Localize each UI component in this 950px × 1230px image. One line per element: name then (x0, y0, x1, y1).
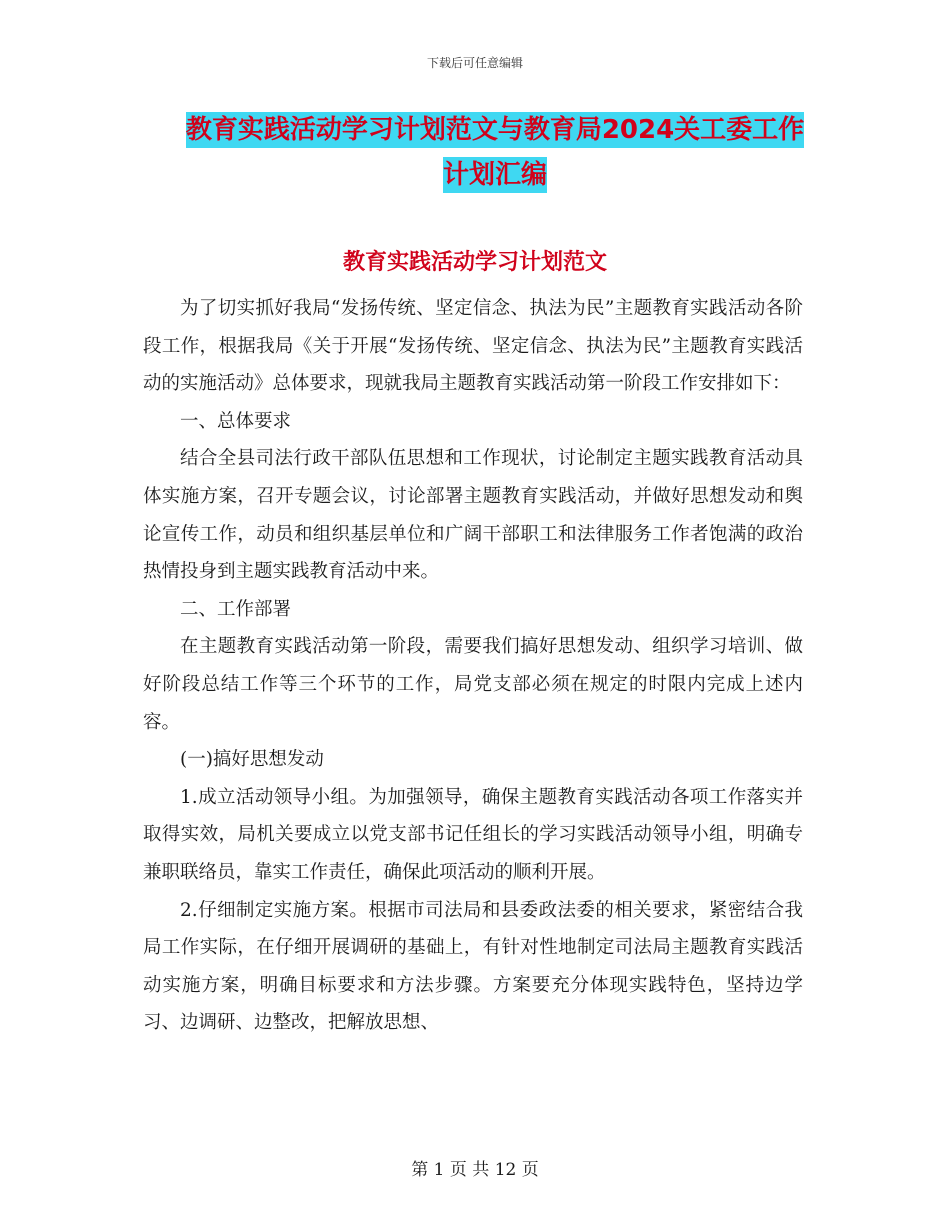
document-body (143, 290, 803, 1042)
paragraph: 为了切实抓好我局“发扬传统、坚定信念、执法为民”主题教育实践活动各阶段工作，根据我局《关于开展“发扬传统、坚定信念、执法为民”主题教育实践活动的实施活动》总体要求，现就我局主题教育实践活动第一阶段工作安排如下： (143, 298, 803, 395)
paragraph: 在主题教育实践活动第一阶段，需要我们搞好思想发动、组织学习培训、做好阶段总结工作等三个环节的工作，局党支部必须在规定的时限内完成上述内容。 (143, 636, 803, 733)
section-title: 教育实践活动学习计划范文 (342, 250, 607, 275)
document-title (150, 108, 840, 198)
paragraph: 二、工作部署 (180, 598, 292, 620)
document-title-line2: 计划汇编 (443, 157, 547, 193)
paragraph: 结合全县司法行政干部队伍思想和工作现状，讨论制定主题实践教育活动具体实施方案，召开专题会议，讨论部署主题教育实践活动，并做好思想发动和舆论宣传工作，动员和组织基层单位和广阔干部职工和法律服务工作者饱满的政治热情投身到主题实践教育活动中来。 (143, 448, 803, 583)
document-title-line1: 教育实践活动学习计划范文与教育局2024关工委工作 (186, 112, 804, 148)
header-note: 下载后可任意编辑 (426, 56, 523, 70)
paragraph: 一、总体要求 (180, 410, 292, 432)
paragraph: (一)搞好思想发动 (180, 749, 324, 771)
page-number-footer: 第 1 页 共 12 页 (411, 1160, 539, 1180)
paragraph: 1.成立活动领导小组。为加强领导，确保主题教育实践活动各项工作落实并取得实效，局机关要成立以党支部书记任组长的学习实践活动领导小组，明确专兼职联络员，靠实工作责任，确保此项活动的顺利开展。 (143, 786, 803, 883)
paragraph: 2.仔细制定实施方案。根据市司法局和县委政法委的相关要求，紧密结合我局工作实际，在仔细开展调研的基础上，有针对性地制定司法局主题教育实践活动实施方案，明确目标要求和方法步骤。方案要充分体现实践特色，坚持边学习、边调研、边整改，把解放思想、 (143, 899, 803, 1034)
